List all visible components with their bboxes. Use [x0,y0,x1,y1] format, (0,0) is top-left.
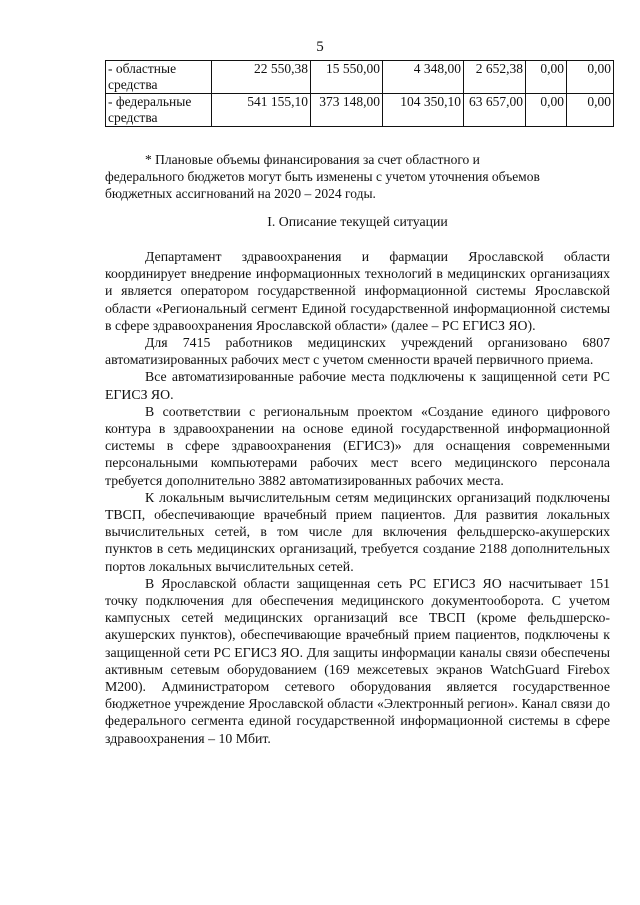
footnote-line: бюджетных ассигнований на 2020 – 2024 годы. [105,186,376,201]
paragraph: Все автоматизированные рабочие места подключены к защищенной сети РС ЕГИСЗ ЯО. [105,369,610,402]
footnote-line: * Плановые объемы финансирования за счет областного и [145,152,480,167]
table-cell: 0,00 [526,94,567,127]
paragraph: Департамент здравоохранения и фармации Ярославской области координирует внедрение информационных технологий в медицинских организациях и является оператором государственной информационной системы Ярославской области «Региональный сегмент Единой государственной информационной системы в сфере здравоохранения Ярославской области» (далее – РС ЕГИСЗ ЯО). [105,249,610,333]
paragraph: В соответствии с региональным проектом «Создание единого цифрового контура в здравоохранении на основе единой государственной информационной системы в сфере здравоохранения (ЕГИСЗ)» для оснащения современными персональными компьютерами рабочих мест всего медицинского персонала требуется дополнительно 3882 автоматизированных рабочих места. [105,403,610,488]
row-label: - областные средства [106,61,212,94]
table-cell: 0,00 [567,94,614,127]
table-cell: 0,00 [567,61,614,94]
section-body [105,248,610,747]
table-cell: 104 350,10 [383,94,464,127]
table-cell: 0,00 [526,61,567,94]
paragraph: В Ярославской области защищенная сеть РС ЕГИСЗ ЯО насчитывает 151 точку подключения для обеспечения медицинского документооборота. С учетом кампусных сетей медицинских организаций все ТВСП (кроме фельдшерско-акушерских пунктов), обеспечивающие врачебный прием пациентов, подключены к защищенной сети РС ЕГИСЗ ЯО. Для защиты информации каналы связи обеспечены активным сетевым оборудованием (169 межсетевых экранов WatchGuard Firebox M200). Администратором сетевого оборудования является государственное бюджетное учреждение Ярославской области «Электронный регион». Канал связи до федерального сегмента единой государственной информационной системы в сфере здравоохранения – 10 Мбит. [105,575,610,746]
table-row [106,94,614,127]
footnote-line: федерального бюджетов могут быть изменены с учетом уточнения объемов [105,169,540,184]
table-cell: 541 155,10 [212,94,311,127]
paragraph: К локальным вычислительным сетям медицинских организаций подключены ТВСП, обеспечивающие врачебный прием пациентов. Для развития локальных вычислительных сетей, в том числе для включения фельдшерско-акушерских пунктов в сеть медицинских организаций, требуется создание 2188 дополнительных портов локальных вычислительных сетей. [105,489,610,574]
section-heading: I. Описание текущей ситуации [267,214,448,229]
table-cell: 15 550,00 [311,61,383,94]
page-number: 5 [316,39,324,55]
table-row [106,61,614,94]
financing-table [105,60,614,127]
table-cell: 4 348,00 [383,61,464,94]
paragraph: Для 7415 работников медицинских учреждений организовано 6807 автоматизированных рабочих мест с учетом сменности врачей первичного приема. [105,335,610,368]
row-label: - федеральные средства [106,94,212,127]
table-cell: 63 657,00 [464,94,526,127]
table-cell: 373 148,00 [311,94,383,127]
footnote [105,151,610,202]
table-cell: 2 652,38 [464,61,526,94]
table-cell: 22 550,38 [212,61,311,94]
